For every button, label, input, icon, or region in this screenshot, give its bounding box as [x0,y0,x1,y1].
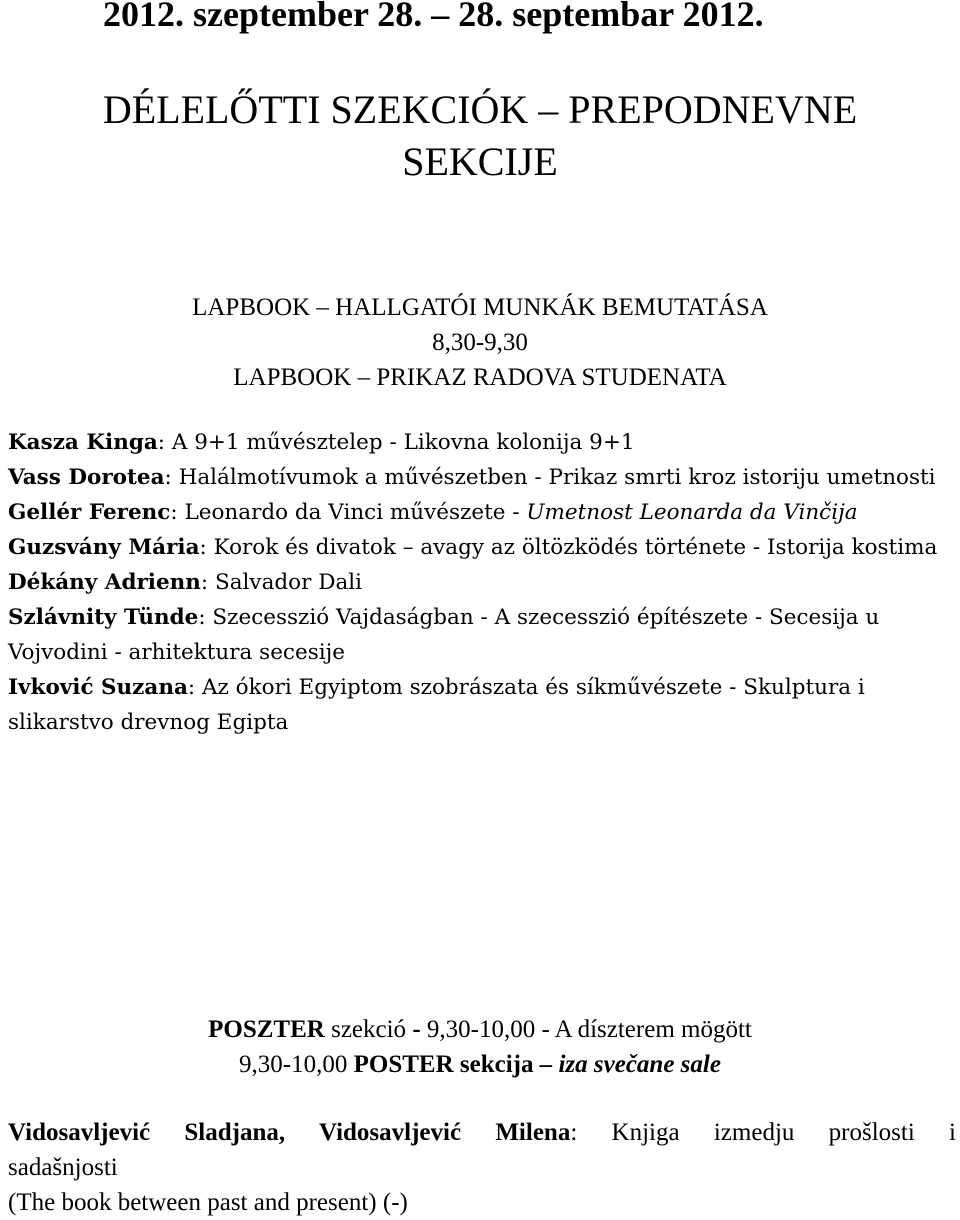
lapbook-time: 8,30-9,30 [432,329,528,356]
poster-heading-hungarian [0,1012,960,1047]
presenter-name: Vass Dorotea [8,465,165,490]
presentation-title: : A 9+1 művésztelep - Likovna kolonija 9+1 [157,430,635,455]
presenter-name: Gellér Ferenc [8,500,171,525]
presenter-name: Dékány Adrienn [8,570,201,595]
poster-authors: Vidosavljević Sladjana, Vidosavljević Milena [8,1119,571,1146]
lapbook-heading-serbian: LAPBOOK – PRIKAZ RADOVA STUDENATA [233,364,727,391]
poster-section-word: szekció [324,1016,413,1043]
list-item [8,460,958,495]
presenter-name: Ivković Suzana [8,675,188,700]
presentation-title: : Az ókori Egyiptom szobrászata és síkművészete - Skulptura i slikarstvo drevnog Egipta [8,675,865,735]
page-title [0,84,960,188]
presenter-name: Szlávnity Tünde [8,605,199,630]
poster-entry-line-1 [8,1115,956,1150]
presentation-title: : Leonardo da Vinci művészete - [170,500,527,525]
lapbook-section-heading [0,290,960,395]
poster-section-label: POSTER sekcija [353,1051,534,1078]
poster-time: 9,30-10,00 [239,1051,354,1078]
poster-dash: - [412,1016,421,1043]
presentation-title: : Korok és divatok – avagy az öltözködés története - Istorija kostima [199,535,938,560]
presentation-title: : Szecesszió Vajdaságban - A szecesszió építészete - Secesija u Vojvodini - arhitektura secesije [8,605,880,665]
poster-heading-serbian [0,1047,960,1082]
poster-title-translation: (The book between past and present) (-) [8,1189,408,1216]
poster-entry [8,1115,956,1220]
poster-time-location: 9,30-10,00 - A díszterem mögött [420,1016,752,1043]
list-item [8,530,958,565]
list-item [8,670,958,740]
lapbook-heading-hungarian: LAPBOOK – HALLGATÓI MUNKÁK BEMUTATÁSA [192,294,768,321]
poster-label: POSZTER [208,1016,325,1043]
list-item [8,600,958,670]
presentation-title-italic: Umetnost Leonarda da Vinčija [526,500,858,525]
title-line-1: DÉLELŐTTI SZEKCIÓK – PREPODNEVNE [102,87,858,132]
poster-title: : Knjiga izmedju prošlosti i [570,1119,957,1146]
date-heading: 2012. szeptember 28. – 28. septembar 2012. [103,0,764,34]
poster-section-heading [0,1012,960,1082]
presenter-name: Kasza Kinga [8,430,158,455]
poster-title-continued: sadašnjosti [8,1154,118,1181]
presentation-list [8,425,958,740]
presenter-name: Guzsvány Mária [8,535,200,560]
presentation-title: : Salvador Dali [200,570,363,595]
poster-location: – iza svečane sale [539,1051,721,1078]
presentation-title: : Halálmotívumok a művészetben - Prikaz smrti kroz istoriju umetnosti [164,465,936,490]
title-line-2: SEKCIJE [402,139,558,184]
list-item [8,565,958,600]
list-item [8,495,958,530]
list-item [8,425,958,460]
